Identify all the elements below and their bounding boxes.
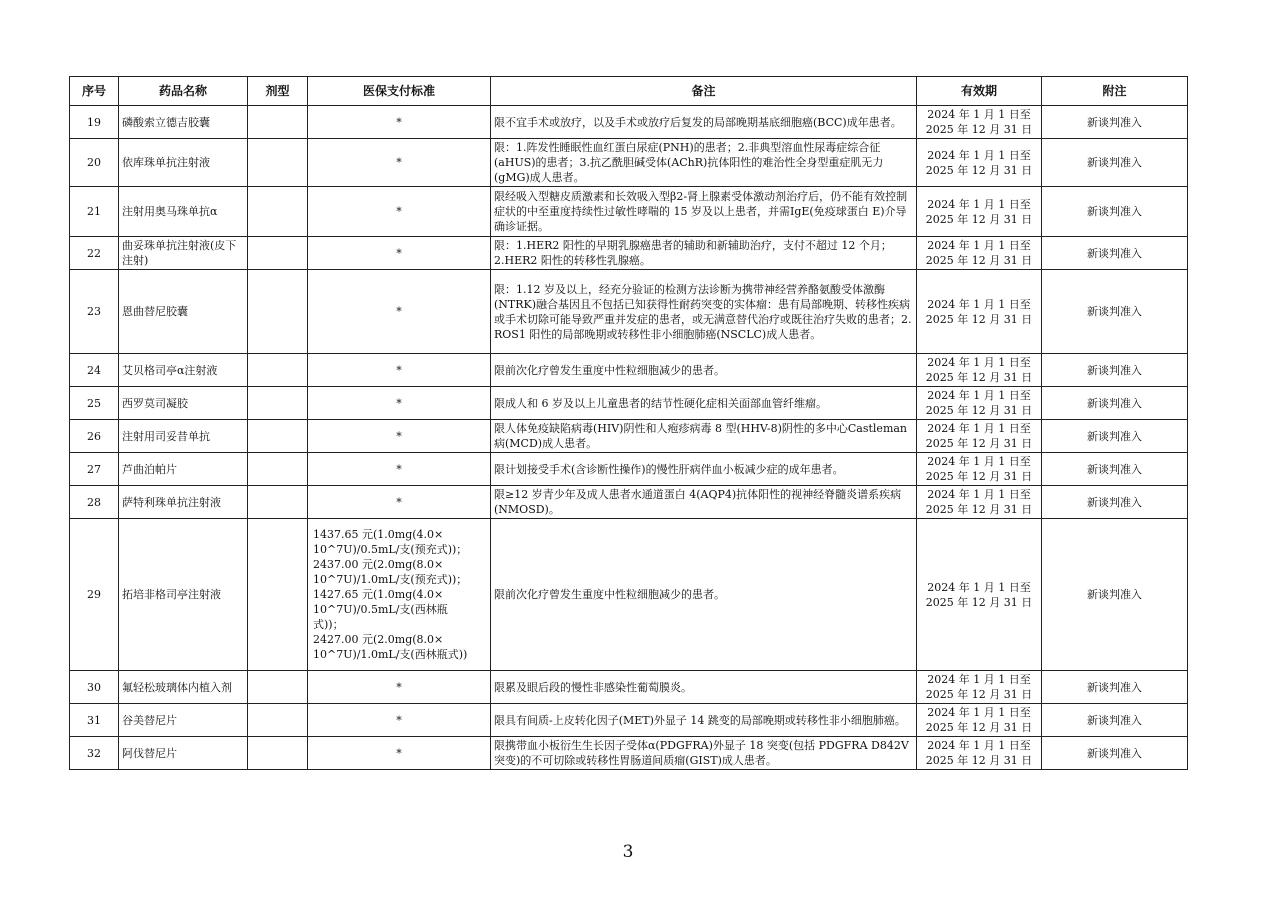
cell-form	[248, 453, 308, 486]
cell-num: 23	[70, 270, 119, 354]
table-row	[70, 737, 1188, 770]
page-number: 3	[622, 842, 634, 862]
cell-payment-standard	[308, 387, 491, 420]
table-row	[70, 671, 1188, 704]
cell-drug-name: 依库珠单抗注射液	[119, 139, 248, 187]
payment-standard-line: 2427.00 元(2.0mg(8.0×	[313, 633, 444, 646]
cell-note: 限累及眼后段的慢性非感染性葡萄膜炎。	[491, 671, 917, 704]
cell-remark: 新谈判准入	[1042, 453, 1188, 486]
cell-validity	[917, 139, 1042, 187]
cell-num: 29	[70, 519, 119, 671]
cell-drug-name: 恩曲替尼胶囊	[119, 270, 248, 354]
cell-note: 限不宜手术或放疗，以及手术或放疗后复发的局部晚期基底细胞癌(BCC)成年患者。	[491, 106, 917, 139]
validity-end: 2025 年 12 月 31 日	[925, 404, 1033, 417]
cell-drug-name: 阿伐替尼片	[119, 737, 248, 770]
table-row	[70, 270, 1188, 354]
validity-end: 2025 年 12 月 31 日	[925, 163, 1033, 177]
table-row	[70, 420, 1188, 453]
table-row	[70, 106, 1188, 139]
payment-standard-line: *	[396, 495, 402, 509]
cell-validity	[917, 420, 1042, 453]
cell-form	[248, 187, 308, 237]
cell-remark: 新谈判准入	[1042, 106, 1188, 139]
table-row	[70, 237, 1188, 270]
cell-form	[248, 354, 308, 387]
cell-num: 28	[70, 486, 119, 519]
cell-payment-standard	[308, 237, 491, 270]
cell-form	[248, 486, 308, 519]
payment-standard-line: *	[396, 429, 402, 443]
validity-start: 2024 年 1 月 1 日至	[927, 673, 1031, 686]
cell-remark: 新谈判准入	[1042, 354, 1188, 387]
cell-num: 26	[70, 420, 119, 453]
table-row	[70, 387, 1188, 420]
cell-num: 20	[70, 139, 119, 187]
cell-note: 限携带血小板衍生生长因子受体α(PDGFRA)外显子 18 突变(包括 PDGFRA D842V 突变)的不可切除或转移性胃肠道间质瘤(GIST)成人患者。	[491, 737, 917, 770]
cell-drug-name: 注射用司妥昔单抗	[119, 420, 248, 453]
table-header-row	[70, 77, 1188, 106]
table-row	[70, 519, 1188, 671]
validity-end: 2025 年 12 月 31 日	[925, 595, 1033, 609]
payment-standard-line: 1427.65 元(1.0mg(4.0×	[313, 588, 444, 601]
validity-start: 2024 年 1 月 1 日至	[927, 108, 1031, 121]
cell-remark: 新谈判准入	[1042, 420, 1188, 453]
payment-standard-line: 10^7U)/1.0mL/支(预充式))；	[313, 573, 468, 586]
cell-payment-standard	[308, 671, 491, 704]
cell-drug-name: 拓培非格司亭注射液	[119, 519, 248, 671]
validity-start: 2024 年 1 月 1 日至	[927, 488, 1031, 501]
cell-num: 22	[70, 237, 119, 270]
header-valid: 有效期	[917, 77, 1042, 106]
payment-standard-line: *	[396, 462, 402, 476]
cell-remark: 新谈判准入	[1042, 519, 1188, 671]
validity-start: 2024 年 1 月 1 日至	[927, 580, 1031, 594]
cell-remark: 新谈判准入	[1042, 737, 1188, 770]
table-row	[70, 187, 1188, 237]
cell-remark: 新谈判准入	[1042, 671, 1188, 704]
cell-num: 21	[70, 187, 119, 237]
cell-validity	[917, 486, 1042, 519]
payment-standard-line: 2437.00 元(2.0mg(8.0×	[313, 558, 444, 571]
cell-payment-standard	[308, 519, 491, 671]
cell-remark: 新谈判准入	[1042, 237, 1188, 270]
cell-note: 限具有间质-上皮转化因子(MET)外显子 14 跳变的局部晚期或转移性非小细胞肺癌。	[491, 704, 917, 737]
cell-remark: 新谈判准入	[1042, 187, 1188, 237]
validity-start: 2024 年 1 月 1 日至	[927, 297, 1031, 311]
cell-validity	[917, 354, 1042, 387]
cell-form	[248, 737, 308, 770]
cell-validity	[917, 704, 1042, 737]
validity-end: 2025 年 12 月 31 日	[925, 254, 1033, 267]
payment-standard-line: 10^7U)/0.5mL/支(西林瓶	[313, 603, 448, 616]
cell-note: 限人体免疫缺陷病毒(HIV)阴性和人疱疹病毒 8 型(HHV-8)阴性的多中心Castleman 病(MCD)成人患者。	[491, 420, 917, 453]
validity-start: 2024 年 1 月 1 日至	[927, 739, 1031, 752]
cell-note: 限成人和 6 岁及以上儿童患者的结节性硬化症相关面部血管纤维瘤。	[491, 387, 917, 420]
validity-start: 2024 年 1 月 1 日至	[927, 148, 1031, 162]
cell-num: 32	[70, 737, 119, 770]
cell-payment-standard	[308, 486, 491, 519]
payment-standard-line: *	[396, 396, 402, 410]
payment-standard-line: *	[396, 205, 402, 218]
validity-end: 2025 年 12 月 31 日	[925, 470, 1033, 483]
payment-standard-line: *	[396, 115, 402, 129]
header-num: 序号	[70, 77, 119, 106]
cell-drug-name: 注射用奥马珠单抗α	[119, 187, 248, 237]
header-name: 药品名称	[119, 77, 248, 106]
cell-form	[248, 237, 308, 270]
validity-start: 2024 年 1 月 1 日至	[927, 356, 1031, 369]
cell-drug-name: 磷酸索立德吉胶囊	[119, 106, 248, 139]
cell-payment-standard	[308, 270, 491, 354]
cell-num: 24	[70, 354, 119, 387]
table-row	[70, 704, 1188, 737]
cell-remark: 新谈判准入	[1042, 704, 1188, 737]
cell-payment-standard	[308, 187, 491, 237]
cell-payment-standard	[308, 737, 491, 770]
payment-standard-line: 式))；	[313, 618, 344, 631]
header-std: 医保支付标准	[308, 77, 491, 106]
cell-payment-standard	[308, 354, 491, 387]
cell-drug-name: 萨特利珠单抗注射液	[119, 486, 248, 519]
validity-end: 2025 年 12 月 31 日	[925, 212, 1033, 226]
validity-start: 2024 年 1 月 1 日至	[927, 389, 1031, 402]
cell-validity	[917, 187, 1042, 237]
cell-validity	[917, 453, 1042, 486]
validity-end: 2025 年 12 月 31 日	[925, 437, 1033, 450]
validity-start: 2024 年 1 月 1 日至	[927, 239, 1031, 252]
cell-note: 限：1.12 岁及以上，经充分验证的检测方法诊断为携带神经营养酪氨酸受体激酶(NTRK)融合基因且不包括已知获得性耐药突变的实体瘤：患有局部晚期、转移性疾病或手术切除可能导致严重并发症的患者，或无满意替代治疗或既往治疗失败的患者；2. ROS1 阳性的局部晚期或转移性非小细胞肺癌(NSCLC)成人患者。	[491, 270, 917, 354]
validity-start: 2024 年 1 月 1 日至	[927, 422, 1031, 435]
payment-standard-line: *	[396, 363, 402, 377]
cell-form	[248, 704, 308, 737]
header-note: 备注	[491, 77, 917, 106]
cell-drug-name: 曲妥珠单抗注射液(皮下注射)	[119, 237, 248, 270]
cell-validity	[917, 106, 1042, 139]
header-form: 剂型	[248, 77, 308, 106]
cell-note: 限：1.阵发性睡眠性血红蛋白尿症(PNH)的患者；2.非典型溶血性尿毒症综合征(aHUS)的患者；3.抗乙酰胆碱受体(AChR)抗体阳性的难治性全身型重症肌无力(gMG)成人患者。	[491, 139, 917, 187]
cell-payment-standard	[308, 106, 491, 139]
table-row	[70, 486, 1188, 519]
cell-note: 限前次化疗曾发生重度中性粒细胞减少的患者。	[491, 354, 917, 387]
cell-drug-name: 艾贝格司亭α注射液	[119, 354, 248, 387]
validity-end: 2025 年 12 月 31 日	[925, 503, 1033, 516]
drug-list-sheet	[69, 76, 1187, 770]
table-row	[70, 139, 1188, 187]
cell-payment-standard	[308, 139, 491, 187]
cell-drug-name: 西罗莫司凝胶	[119, 387, 248, 420]
validity-start: 2024 年 1 月 1 日至	[927, 455, 1031, 468]
payment-standard-line: 10^7U)/1.0mL/支(西林瓶式))	[313, 648, 468, 661]
cell-num: 31	[70, 704, 119, 737]
validity-end: 2025 年 12 月 31 日	[925, 123, 1033, 136]
validity-end: 2025 年 12 月 31 日	[925, 688, 1033, 701]
cell-form	[248, 387, 308, 420]
validity-start: 2024 年 1 月 1 日至	[927, 197, 1031, 211]
payment-standard-line: *	[396, 713, 402, 727]
cell-payment-standard	[308, 453, 491, 486]
validity-end: 2025 年 12 月 31 日	[925, 312, 1033, 326]
cell-num: 27	[70, 453, 119, 486]
payment-standard-line: 1437.65 元(1.0mg(4.0×	[313, 528, 444, 541]
cell-remark: 新谈判准入	[1042, 387, 1188, 420]
cell-drug-name: 芦曲泊帕片	[119, 453, 248, 486]
cell-validity	[917, 387, 1042, 420]
cell-drug-name: 氟轻松玻璃体内植入剂	[119, 671, 248, 704]
payment-standard-line: *	[396, 305, 402, 318]
cell-validity	[917, 519, 1042, 671]
cell-remark: 新谈判准入	[1042, 139, 1188, 187]
cell-num: 25	[70, 387, 119, 420]
header-remark: 附注	[1042, 77, 1188, 106]
cell-drug-name: 谷美替尼片	[119, 704, 248, 737]
validity-end: 2025 年 12 月 31 日	[925, 754, 1033, 767]
table-row	[70, 354, 1188, 387]
validity-start: 2024 年 1 月 1 日至	[927, 706, 1031, 719]
cell-form	[248, 106, 308, 139]
cell-num: 30	[70, 671, 119, 704]
cell-payment-standard	[308, 420, 491, 453]
cell-note: 限计划接受手术(含诊断性操作)的慢性肝病伴血小板减少症的成年患者。	[491, 453, 917, 486]
cell-note: 限经吸入型糖皮质激素和长效吸入型β2-肾上腺素受体激动剂治疗后，仍不能有效控制症状的中至重度持续性过敏性哮喘的 15 岁及以上患者，并需IgE(免疫球蛋白 E)介导确诊证据。	[491, 187, 917, 237]
cell-note: 限前次化疗曾发生重度中性粒细胞减少的患者。	[491, 519, 917, 671]
cell-form	[248, 270, 308, 354]
payment-standard-line: *	[396, 680, 402, 694]
cell-validity	[917, 270, 1042, 354]
payment-standard-line: *	[396, 246, 402, 260]
payment-standard-line: *	[396, 746, 402, 760]
cell-note: 限：1.HER2 阳性的早期乳腺癌患者的辅助和新辅助治疗，支付不超过 12 个月；2.HER2 阳性的转移性乳腺癌。	[491, 237, 917, 270]
cell-form	[248, 671, 308, 704]
cell-form	[248, 139, 308, 187]
validity-end: 2025 年 12 月 31 日	[925, 721, 1033, 734]
cell-remark: 新谈判准入	[1042, 486, 1188, 519]
cell-validity	[917, 671, 1042, 704]
cell-form	[248, 420, 308, 453]
cell-note: 限≥12 岁青少年及成人患者水通道蛋白 4(AQP4)抗体阳性的视神经脊髓炎谱系疾病(NMOSD)。	[491, 486, 917, 519]
cell-num: 19	[70, 106, 119, 139]
payment-standard-line: *	[396, 156, 402, 169]
cell-validity	[917, 237, 1042, 270]
cell-form	[248, 519, 308, 671]
drug-list-table	[69, 76, 1188, 770]
table-row	[70, 453, 1188, 486]
cell-validity	[917, 737, 1042, 770]
table-body	[70, 106, 1188, 770]
payment-standard-line: 10^7U)/0.5mL/支(预充式))；	[313, 543, 468, 556]
validity-end: 2025 年 12 月 31 日	[925, 371, 1033, 384]
cell-payment-standard	[308, 704, 491, 737]
cell-remark: 新谈判准入	[1042, 270, 1188, 354]
